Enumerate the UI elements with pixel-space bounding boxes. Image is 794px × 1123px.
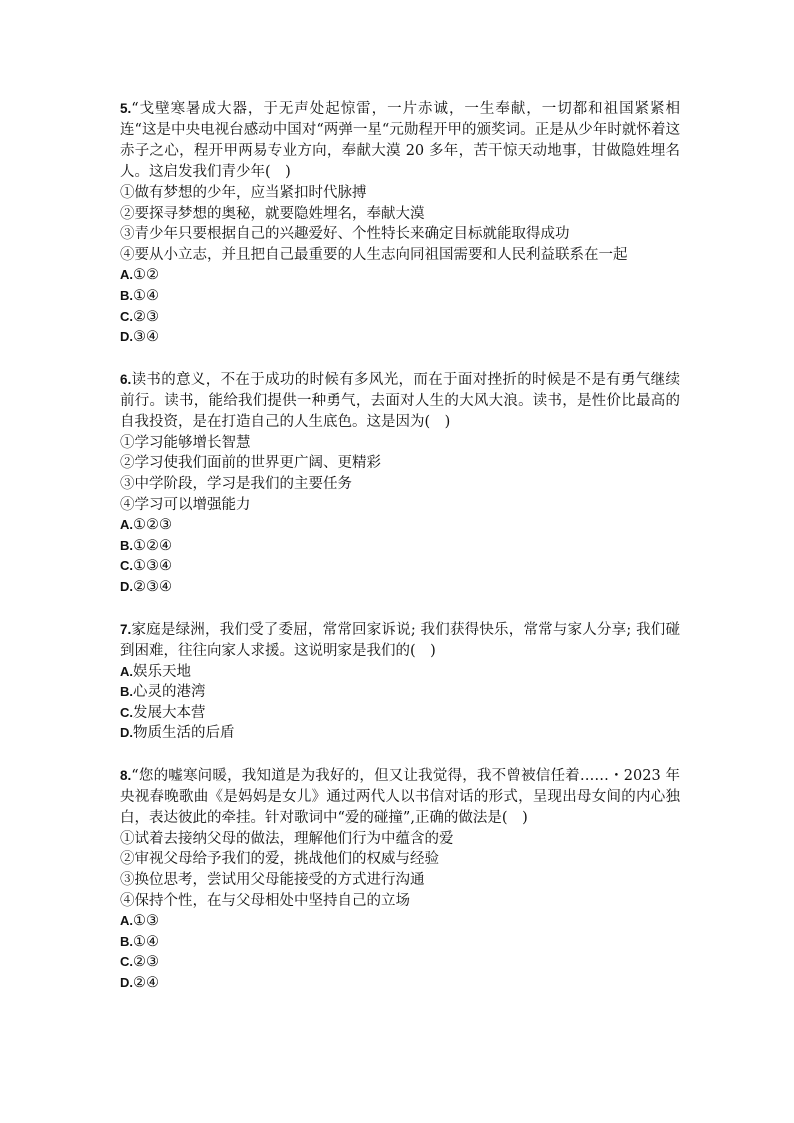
answer-option-c bbox=[120, 703, 680, 724]
document-page bbox=[120, 98, 680, 1015]
question-6 bbox=[120, 369, 680, 598]
option-text: 心灵的港湾 bbox=[133, 684, 206, 701]
statement: ②学习使我们面前的世界更广阔、更精彩 bbox=[120, 455, 381, 472]
statement: ④要从小立志，并且把自己最重要的人生志向同祖国需要和人民利益联系在一起 bbox=[120, 246, 628, 263]
option-label: A. bbox=[120, 267, 133, 283]
question-8 bbox=[120, 765, 680, 994]
question-number: 5. bbox=[120, 101, 132, 116]
answer-option-d bbox=[120, 973, 680, 994]
answer-option-b bbox=[120, 536, 680, 557]
answer-option-d bbox=[120, 327, 680, 348]
option-text: 发展大本营 bbox=[133, 704, 206, 721]
answer-option-c bbox=[120, 307, 680, 328]
option-text: ③④ bbox=[133, 329, 159, 346]
question-stem bbox=[120, 98, 680, 183]
question-5 bbox=[120, 98, 680, 348]
option-label: A. bbox=[120, 913, 133, 929]
statement: ②要探寻梦想的奥秘，就要隐姓埋名，奉献大漠 bbox=[120, 205, 425, 222]
question-stem bbox=[120, 369, 680, 433]
option-label: A. bbox=[120, 517, 133, 533]
option-text: ①④ bbox=[133, 287, 159, 304]
option-label: A. bbox=[120, 663, 133, 679]
answer-option-a bbox=[120, 911, 680, 932]
option-text: ①③ bbox=[133, 913, 159, 930]
option-label: C. bbox=[120, 558, 133, 574]
question-text: “您的嘘寒问暖，我知道是为我好的，但又让我觉得，我不曾被信任着……・2023 年央视春晚歌曲《是妈妈是女儿》通过两代人以书信对话的形式，呈现出母女间的内心独白，表达彼此的牵挂。针对歌词中“爱的碰撞”,正确的做法是( ) bbox=[120, 767, 680, 826]
question-stem bbox=[120, 619, 680, 662]
option-text: 娱乐天地 bbox=[133, 663, 191, 680]
answer-option-d bbox=[120, 723, 680, 744]
option-label: C. bbox=[120, 954, 133, 970]
statement: ③青少年只要根据自己的兴趣爱好、个性特长来确定目标就能取得成功 bbox=[120, 226, 570, 243]
statement: ①学习能够增长智慧 bbox=[120, 434, 251, 451]
option-text: ②④ bbox=[133, 975, 159, 992]
answer-option-b bbox=[120, 932, 680, 953]
option-label: C. bbox=[120, 704, 133, 720]
question-stem bbox=[120, 765, 680, 829]
option-label: B. bbox=[120, 537, 133, 553]
statement: ③中学阶段，学习是我们的主要任务 bbox=[120, 475, 352, 492]
answer-option-d bbox=[120, 577, 680, 598]
statement: ①试着去接纳父母的做法，理解他们行为中蕴含的爱 bbox=[120, 830, 454, 847]
statement: ②审视父母给予我们的爱，挑战他们的权威与经验 bbox=[120, 851, 439, 868]
answer-option-b bbox=[120, 286, 680, 307]
question-number: 8. bbox=[120, 767, 132, 783]
answer-option-a bbox=[120, 515, 680, 536]
option-label: B. bbox=[120, 287, 133, 303]
option-text: ②③ bbox=[133, 308, 159, 325]
option-text: ①②③ bbox=[133, 517, 172, 534]
question-text: “戈壁寒暑成大器，于无声处起惊雷，一片赤诚，一生奉献，一切都和祖国紧紧相连“这是中央电视台感动中国对“两弹一星“元勋程开甲的颁奖词。正是从少年时就怀着这赤子之心，程开甲两易专业方向，奉献大漠 20 多年，苦干惊天动地事，甘做隐姓埋名人。这启发我们青少年( ) bbox=[120, 101, 680, 180]
statement: ④学习可以增强能力 bbox=[120, 496, 251, 513]
option-label: B. bbox=[120, 933, 133, 949]
statement: ④保持个性，在与父母相处中坚持自己的立场 bbox=[120, 892, 410, 909]
option-label: D. bbox=[120, 725, 133, 741]
question-number: 7. bbox=[120, 621, 132, 637]
option-text: ②③ bbox=[133, 954, 159, 971]
answer-option-a bbox=[120, 265, 680, 286]
option-label: D. bbox=[120, 975, 133, 991]
option-text: 物质生活的后盾 bbox=[133, 725, 235, 742]
question-number: 6. bbox=[120, 371, 132, 387]
question-7 bbox=[120, 619, 680, 744]
option-text: ①③④ bbox=[133, 558, 172, 575]
answer-option-a bbox=[120, 662, 680, 683]
answer-option-c bbox=[120, 952, 680, 973]
option-text: ①② bbox=[133, 267, 159, 284]
option-label: C. bbox=[120, 308, 133, 324]
option-text: ①④ bbox=[133, 933, 159, 950]
option-text: ①②④ bbox=[133, 537, 172, 554]
option-label: D. bbox=[120, 329, 133, 345]
option-label: D. bbox=[120, 578, 133, 594]
question-text: 读书的意义，不在于成功的时候有多风光，而在于面对挫折的时候是不是有勇气继续前行。读书，能给我们提供一种勇气，去面对人生的大风大浪。读书，是性价比最高的自我投资，是在打造自己的人生底色。这是因为( ) bbox=[120, 371, 680, 430]
statement: ①做有梦想的少年，应当紧扣时代脉搏 bbox=[120, 185, 367, 201]
question-text: 家庭是绿洲，我们受了委屈，常常回家诉说; 我们获得快乐，常常与家人分享; 我们碰到困难，往往向家人求援。这说明家是我们的( ) bbox=[120, 621, 680, 659]
statement: ③换位思考，尝试用父母能接受的方式进行沟通 bbox=[120, 872, 425, 889]
answer-option-c bbox=[120, 556, 680, 577]
option-label: B. bbox=[120, 684, 133, 700]
option-text: ②③④ bbox=[133, 578, 172, 595]
answer-option-b bbox=[120, 682, 680, 703]
